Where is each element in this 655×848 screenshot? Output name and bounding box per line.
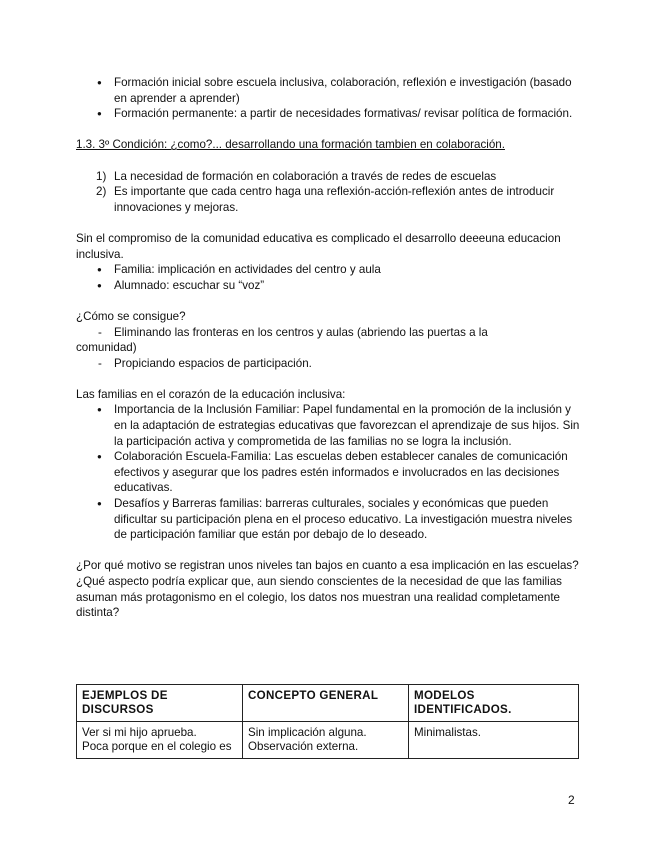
list-text: Propiciando espacios de participación. — [114, 356, 312, 370]
como-question: ¿Cómo se consigue? — [76, 309, 186, 323]
list-item — [76, 169, 581, 185]
list-item: ● Importancia de la Inclusión Familiar: Papel fundamental en la promoción de la inclusión y en la adaptación de estrategias educativas que favorezcan el aprendizaje de sus hijos. Sin la participación activa y comprometida de las familias no se logra la inclusión. — [76, 402, 581, 449]
list-item: ● Colaboración Escuela-Familia: Las escuelas deben establecer canales de comunicación efectivos y asegurar que los padres estén informados e involucrados en las decisiones educativas. — [76, 449, 581, 496]
cell-line: Poca porque en el colegio es — [82, 740, 232, 753]
table-header-cell: EJEMPLOS DE DISCURSOS — [77, 685, 243, 722]
question-paragraph: ¿Qué aspecto podría explicar que, aun siendo conscientes de la necesidad de que las familias asuman más protagonismo en el colegio, los datos nos muestran una realidad completamente distinta? — [76, 575, 562, 620]
list-item: ● Familia: implicación en actividades del centro y aula — [76, 262, 581, 278]
table-cell — [77, 722, 243, 759]
discourse-table — [76, 684, 579, 759]
page-number: 2 — [568, 793, 575, 807]
training-bullet-list — [76, 75, 581, 122]
list-item: ● Formación permanente: a partir de necesidades formativas/ revisar política de formación. — [76, 106, 581, 122]
table-cell: Minimalistas. — [409, 722, 579, 759]
cell-line: Sin implicación alguna. — [248, 726, 367, 739]
list-item: ● Desafíos y Barreras familias: barreras culturales, sociales y económicas que pueden dificultar su participación plena en el proceso educativo. La investigación muestra niveles de participación familiar que están por debajo de lo deseado. — [76, 496, 581, 543]
list-number: 2) — [96, 185, 107, 199]
table-header-row — [77, 685, 579, 722]
como-list — [76, 325, 581, 372]
section-heading: 1.3. 3º Condición: ¿como?... desarrollando una formación tambien en colaboración. — [76, 138, 505, 152]
list-text: La necesidad de formación en colaboración a través de redes de escuelas — [114, 169, 497, 183]
table-row — [77, 722, 579, 759]
list-number: 1) — [96, 169, 107, 183]
list-item — [76, 184, 581, 215]
dash-mark: - — [98, 325, 102, 339]
list-item: ● Formación inicial sobre escuela inclusiva, colaboración, reflexión e investigación (basado en aprender a aprender) — [76, 75, 581, 106]
document-body — [76, 75, 581, 621]
question-paragraph: ¿Por qué motivo se registran unos niveles tan bajos en cuanto a esa implicación en las escuelas? — [76, 559, 579, 573]
list-item — [76, 356, 581, 372]
list-item — [76, 325, 581, 341]
list-item: ● Alumnado: escuchar su “voz” — [76, 278, 581, 294]
table-header-cell: MODELOS IDENTIFICADOS. — [409, 685, 579, 722]
dash-mark: - — [98, 356, 102, 370]
list-text: Eliminando las fronteras en los centros y aulas (abriendo las puertas a la — [114, 325, 488, 339]
numbered-list — [76, 169, 581, 216]
cell-line: Ver si mi hijo aprueba. — [82, 726, 197, 739]
table-header-cell: CONCEPTO GENERAL — [243, 685, 409, 722]
list-continuation: comunidad) — [76, 341, 137, 355]
compromiso-bullet-list — [76, 262, 581, 293]
familias-bullet-list — [76, 402, 581, 542]
list-text: Es importante que cada centro haga una reflexión-acción-reflexión antes de introducir innovaciones y mejoras. — [114, 185, 555, 214]
compromiso-paragraph: Sin el compromiso de la comunidad educativa es complicado el desarrollo deeeuna educacion inclusiva. — [76, 231, 561, 261]
familias-intro: Las familias en el corazón de la educación inclusiva: — [76, 387, 346, 401]
table-cell — [243, 722, 409, 759]
cell-line: Observación externa. — [248, 740, 359, 753]
